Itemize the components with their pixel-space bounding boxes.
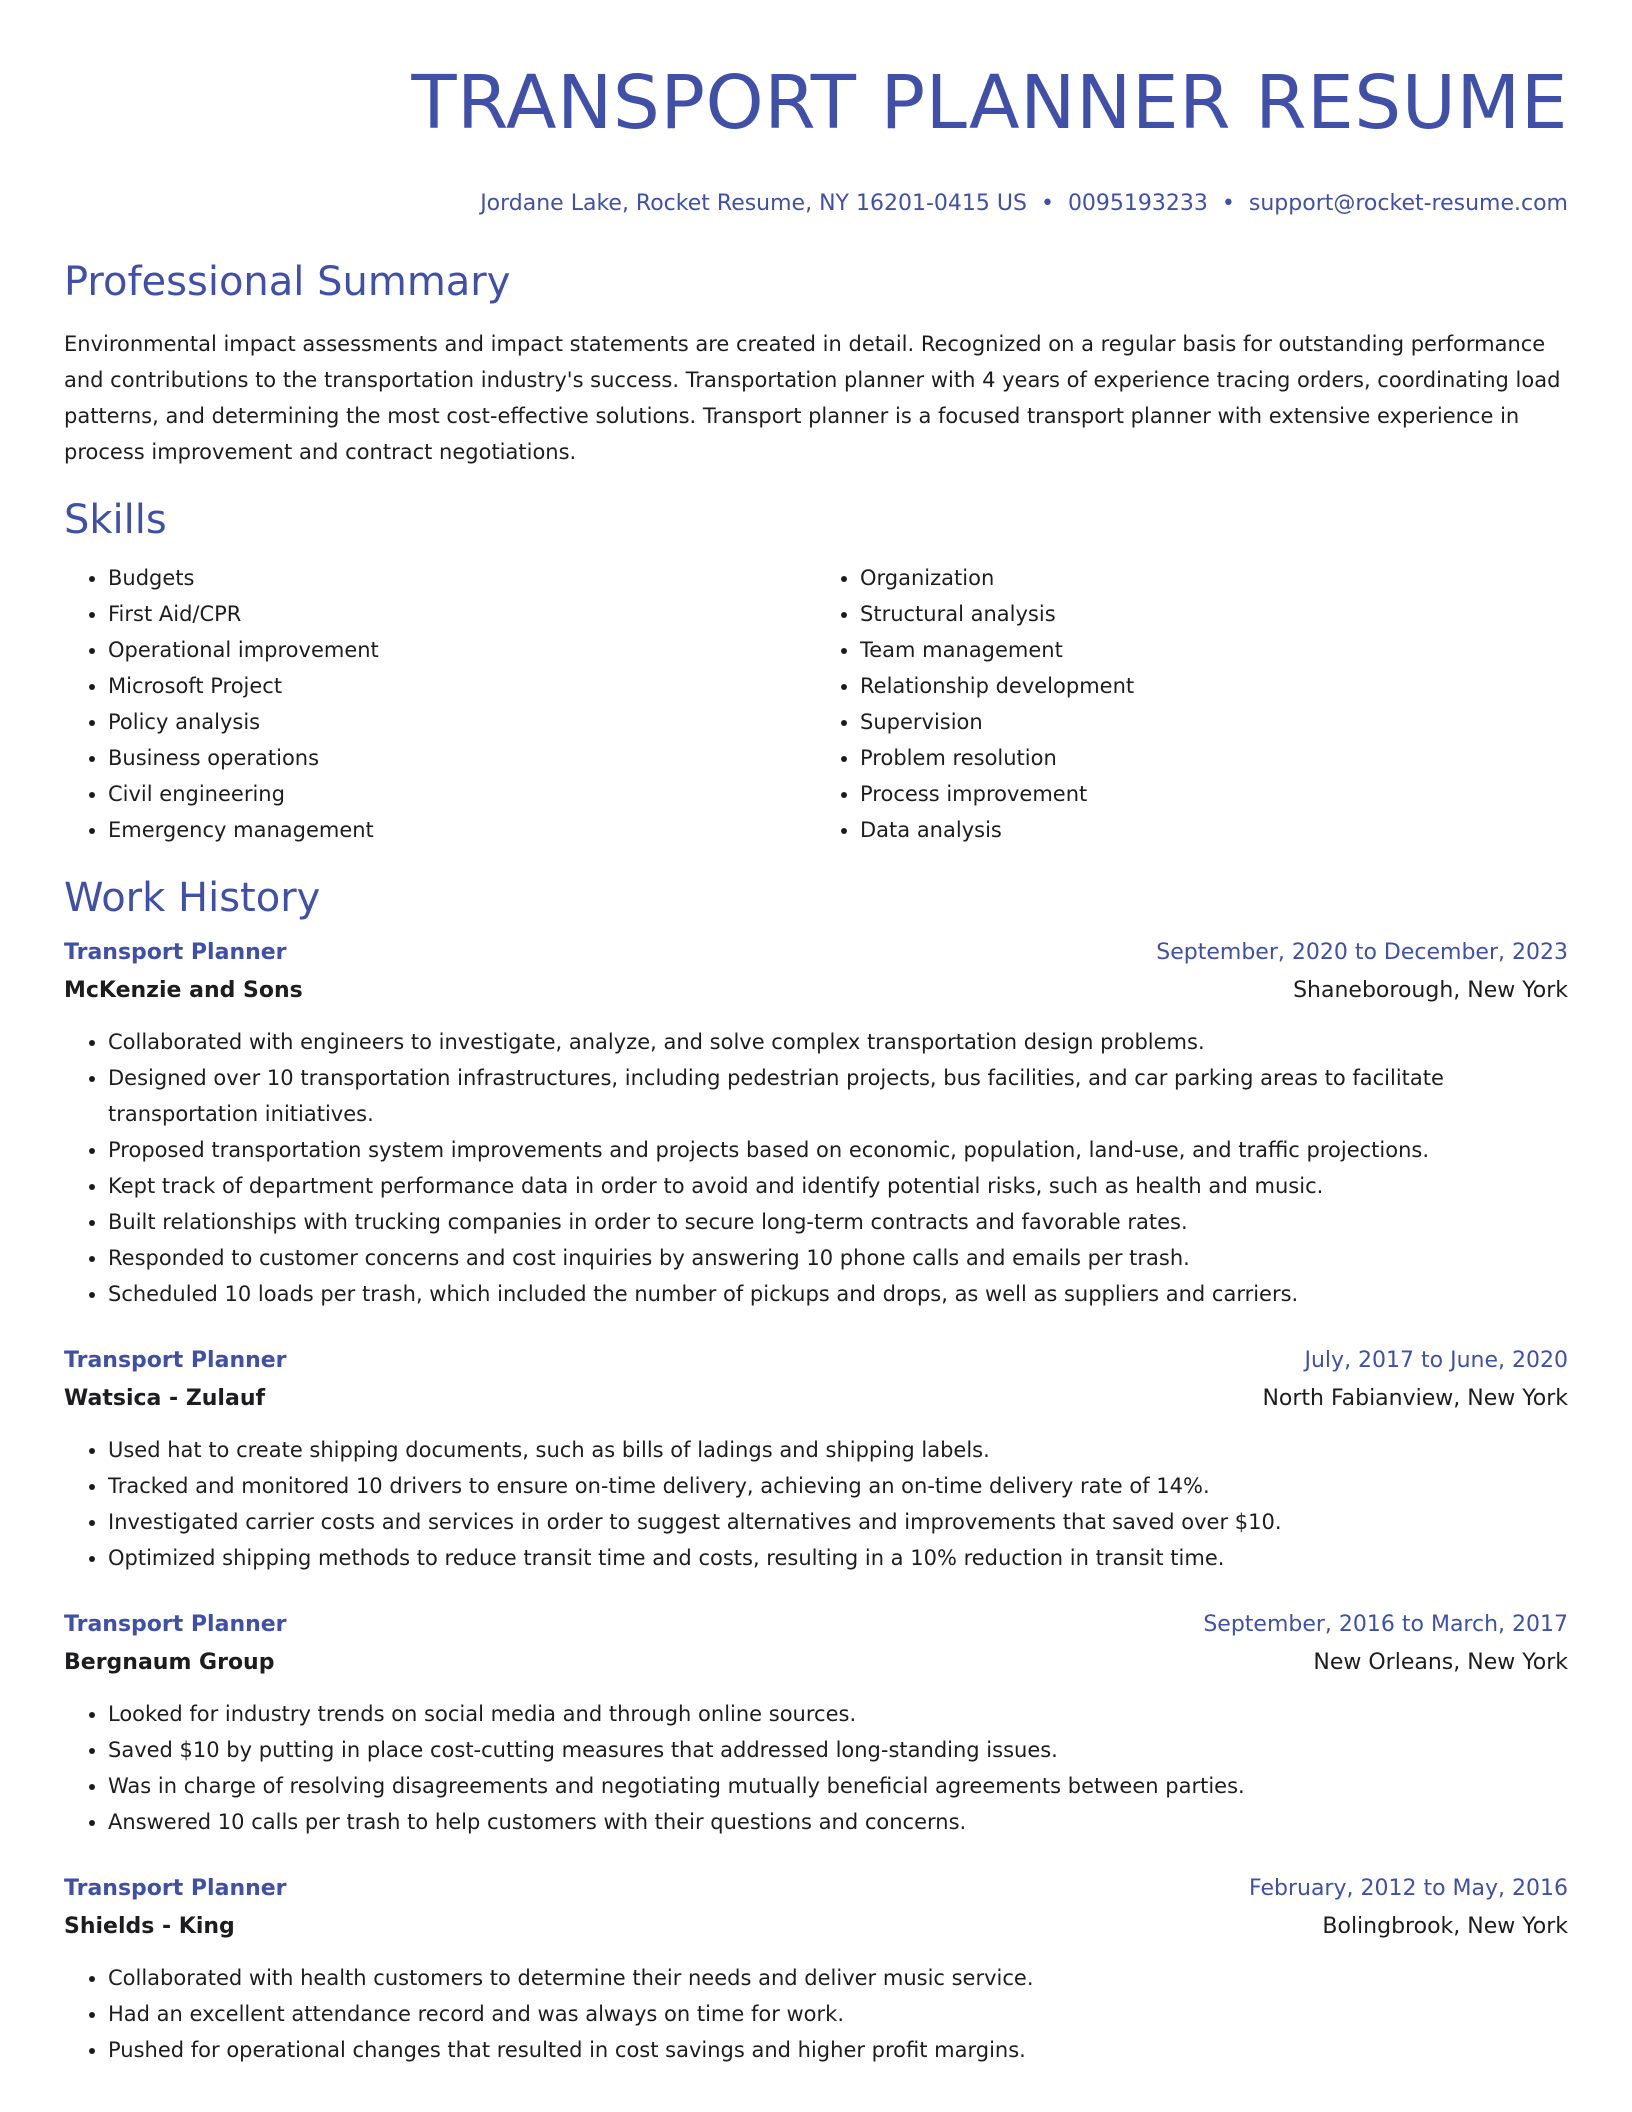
job-dates: February, 2012 to May, 2016 <box>1249 1876 1568 1901</box>
skill-item: • Budgets <box>108 560 816 596</box>
job-bullet: • Scheduled 10 loads per trash, which included the number of pickups and drops, as well as suppliers and carriers. <box>108 1276 1568 1312</box>
job-location: New Orleans, New York <box>1313 1650 1568 1675</box>
job-bullet: • Responded to customer concerns and cost inquiries by answering 10 phone calls and emails per trash. <box>108 1240 1568 1276</box>
job-dates: September, 2020 to December, 2023 <box>1156 940 1568 965</box>
skills-heading: Skills <box>64 497 167 543</box>
resume-title: TRANSPORT PLANNER RESUME <box>411 60 1568 146</box>
job-bullet: • Designed over 10 transportation infrastructures, including pedestrian projects, bus facilities, and car parking areas to facilitate transportation initiatives. <box>108 1060 1568 1132</box>
skill-item: • Operational improvement <box>108 632 816 668</box>
work-history-heading: Work History <box>64 875 321 921</box>
contact-address: Jordane Lake, Rocket Resume, NY 16201-0415 US <box>480 191 1027 216</box>
skills-list <box>64 560 1568 848</box>
job-company: Shields - King <box>64 1914 235 1939</box>
job-bullet: • Pushed for operational changes that resulted in cost savings and higher profit margins. <box>108 2032 1568 2068</box>
job-bullet: • Investigated carrier costs and services in order to suggest alternatives and improvements that saved over $10. <box>108 1504 1568 1540</box>
job-bullet: • Answered 10 calls per trash to help customers with their questions and concerns. <box>108 1804 1568 1840</box>
job-bullet: • Optimized shipping methods to reduce transit time and costs, resulting in a 10% reduction in transit time. <box>108 1540 1568 1576</box>
job-bullet: • Looked for industry trends on social media and through online sources. <box>108 1696 1568 1732</box>
skill-item: • Civil engineering <box>108 776 816 812</box>
job-company: McKenzie and Sons <box>64 978 303 1003</box>
job-bullet: • Used hat to create shipping documents, such as bills of ladings and shipping labels. <box>108 1432 1568 1468</box>
contact-separator: • <box>1221 191 1235 216</box>
job-header <box>64 934 1568 972</box>
job-header <box>64 1606 1568 1644</box>
job-bullets <box>64 1024 1568 1312</box>
contact-separator: • <box>1040 191 1054 216</box>
job-header <box>64 1870 1568 1908</box>
job-bullet: • Kept track of department performance data in order to avoid and identify potential risks, such as health and music. <box>108 1168 1568 1204</box>
job-entry <box>64 1606 1568 1840</box>
job-entry <box>64 1870 1568 2068</box>
job-role: Transport Planner <box>64 940 287 965</box>
job-subheader <box>64 1908 1568 1946</box>
job-bullet: • Had an excellent attendance record and was always on time for work. <box>108 1996 1568 2032</box>
contact-line <box>64 190 1568 218</box>
summary-text: Environmental impact assessments and impact statements are created in detail. Recognized on a regular basis for outstanding performance and contributions to the transportation industry's success. Transportation planner with 4 years of experience tracing orders, coordinating load patterns, and determining the most cost-effective solutions. Transport planner is a focused transport planner with extensive experience in process improvement and contract negotiations. <box>64 332 1561 464</box>
job-bullets <box>64 1696 1568 1840</box>
skill-item: • Data analysis <box>860 812 1568 848</box>
job-location: Bolingbrook, New York <box>1322 1914 1568 1939</box>
job-location: North Fabianview, New York <box>1262 1386 1568 1411</box>
job-company: Watsica - Zulauf <box>64 1386 266 1411</box>
job-role: Transport Planner <box>64 1612 287 1637</box>
skill-item: • Microsoft Project <box>108 668 816 704</box>
job-bullet: • Was in charge of resolving disagreements and negotiating mutually beneficial agreements between parties. <box>108 1768 1568 1804</box>
skill-item: • Policy analysis <box>108 704 816 740</box>
job-dates: September, 2016 to March, 2017 <box>1203 1612 1568 1637</box>
job-bullets <box>64 1432 1568 1576</box>
job-subheader <box>64 1380 1568 1418</box>
skill-item: • Emergency management <box>108 812 816 848</box>
job-bullets <box>64 1960 1568 2068</box>
skill-item: • Business operations <box>108 740 816 776</box>
job-bullet: • Saved $10 by putting in place cost-cutting measures that addressed long-standing issues. <box>108 1732 1568 1768</box>
skill-item: • Structural analysis <box>860 596 1568 632</box>
skills-column-left <box>64 560 816 848</box>
contact-email[interactable]: support@rocket-resume.com <box>1248 191 1568 216</box>
job-bullet: • Proposed transportation system improvements and projects based on economic, population, land-use, and traffic projections. <box>108 1132 1568 1168</box>
job-subheader <box>64 1644 1568 1682</box>
job-dates: July, 2017 to June, 2020 <box>1304 1348 1568 1373</box>
job-entry <box>64 1342 1568 1576</box>
job-subheader <box>64 972 1568 1010</box>
job-entry <box>64 934 1568 1312</box>
job-bullet: • Collaborated with health customers to determine their needs and deliver music service. <box>108 1960 1568 1996</box>
skills-column-right <box>816 560 1568 848</box>
summary-heading: Professional Summary <box>64 259 511 305</box>
job-role: Transport Planner <box>64 1348 287 1373</box>
skill-item: • First Aid/CPR <box>108 596 816 632</box>
skill-item: • Team management <box>860 632 1568 668</box>
job-company: Bergnaum Group <box>64 1650 275 1675</box>
job-bullet: • Built relationships with trucking companies in order to secure long-term contracts and favorable rates. <box>108 1204 1568 1240</box>
skill-item: • Relationship development <box>860 668 1568 704</box>
contact-phone: 0095193233 <box>1067 191 1208 216</box>
job-bullet: • Tracked and monitored 10 drivers to ensure on-time delivery, achieving an on-time delivery rate of 14%. <box>108 1468 1568 1504</box>
skill-item: • Organization <box>860 560 1568 596</box>
job-bullet: • Collaborated with engineers to investigate, analyze, and solve complex transportation design problems. <box>108 1024 1568 1060</box>
skill-item: • Supervision <box>860 704 1568 740</box>
skill-item: • Process improvement <box>860 776 1568 812</box>
skill-item: • Problem resolution <box>860 740 1568 776</box>
job-role: Transport Planner <box>64 1876 287 1901</box>
job-location: Shaneborough, New York <box>1293 978 1568 1003</box>
job-header <box>64 1342 1568 1380</box>
